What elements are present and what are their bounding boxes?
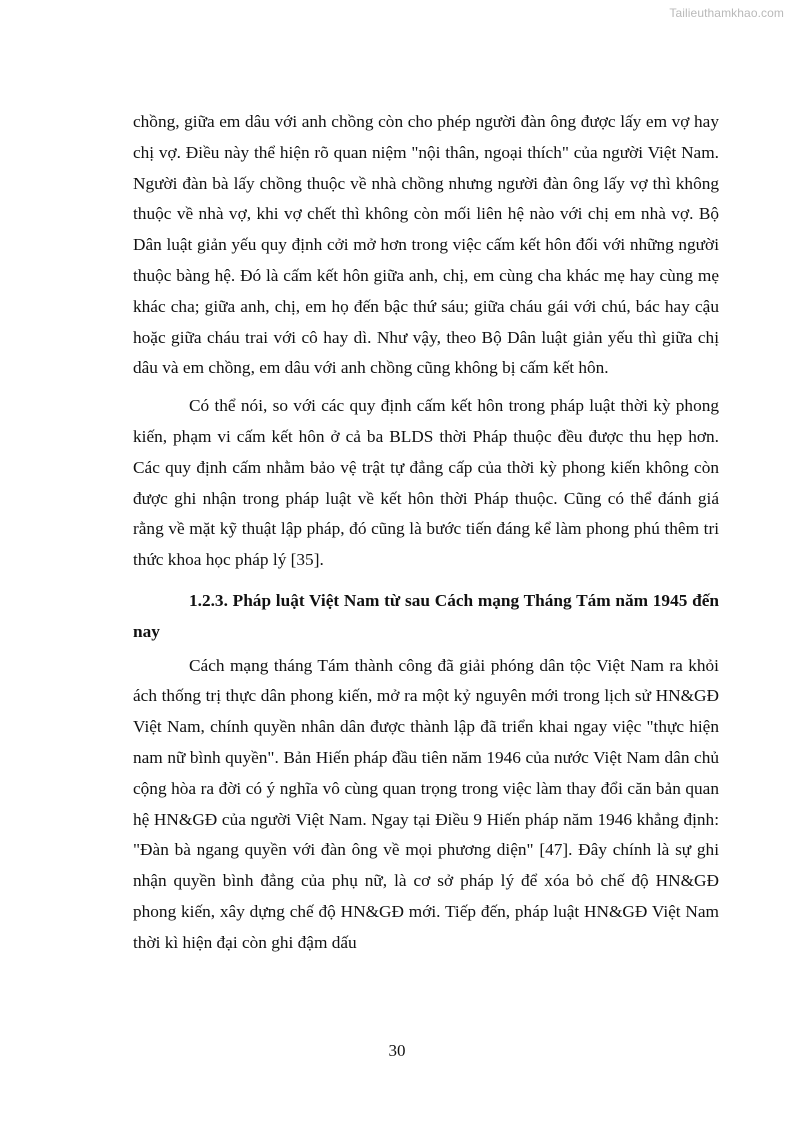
page-number: 30 [388, 1041, 406, 1060]
watermark: Tailieuthamkhao.com [669, 6, 784, 20]
document-body [133, 107, 719, 959]
paragraph: Có thể nói, so với các quy định cấm kết hôn trong pháp luật thời kỳ phong kiến, phạm vi cấm kết hôn ở cả ba BLDS thời Pháp thuộc đều được thu hẹp hơn. Các quy định cấm nhằm bảo vệ trật tự đẳng cấp của thời kỳ phong kiến không còn được ghi nhận trong pháp luật về kết hôn thời Pháp thuộc. Cũng có thể đánh giá rằng về mặt kỹ thuật lập pháp, đó cũng là bước tiến đáng kể làm phong phú thêm tri thức khoa học pháp lý [35]. [133, 396, 719, 570]
section-heading: 1.2.3. Pháp luật Việt Nam từ sau Cách mạng Tháng Tám năm 1945 đến nay [133, 590, 719, 641]
paragraph: Cách mạng tháng Tám thành công đã giải phóng dân tộc Việt Nam ra khỏi ách thống trị thực dân phong kiến, mở ra một kỷ nguyên mới trong lịch sử HN&GĐ Việt Nam, chính quyền nhân dân được thành lập đã triển khai ngay việc "thực hiện nam nữ bình quyền". Bản Hiến pháp đầu tiên năm 1946 của nước Việt Nam dân chủ cộng hòa ra đời có ý nghĩa vô cùng quan trọng trong việc làm thay đổi căn bản quan hệ HN&GĐ của người Việt Nam. Ngay tại Điều 9 Hiến pháp năm 1946 khẳng định: "Đàn bà ngang quyền với đàn ông về mọi phương diện" [47]. Đây chính là sự ghi nhận quyền bình đẳng của phụ nữ, là cơ sở pháp lý để xóa bỏ chế độ HN&GĐ phong kiến, xây dựng chế độ HN&GĐ mới. Tiếp đến, pháp luật HN&GĐ Việt Nam thời kì hiện đại còn ghi đậm dấu [133, 655, 719, 952]
paragraph-continued: chồng, giữa em dâu với anh chồng còn cho phép người đàn ông được lấy em vợ hay chị vợ. Điều này thể hiện rõ quan niệm "nội thân, ngoại thích" của người Việt Nam. Người đàn bà lấy chồng thuộc về nhà chồng nhưng người đàn ông lấy vợ thì không thuộc về nhà vợ, khi vợ chết thì không còn mối liên hệ nào với chị em nhà vợ. Bộ Dân luật giản yếu quy định cởi mở hơn trong việc cấm kết hôn đối với những người thuộc bàng hệ. Đó là cấm kết hôn giữa anh, chị, em cùng cha khác mẹ hay cùng mẹ khác cha; giữa anh, chị, em họ đến bậc thứ sáu; giữa cháu gái với chú, bác hay cậu hoặc giữa cháu trai với cô hay dì. Như vậy, theo Bộ Dân luật giản yếu thì giữa chị dâu và em chồng, em dâu với anh chồng cũng không bị cấm kết hôn. [133, 112, 719, 378]
